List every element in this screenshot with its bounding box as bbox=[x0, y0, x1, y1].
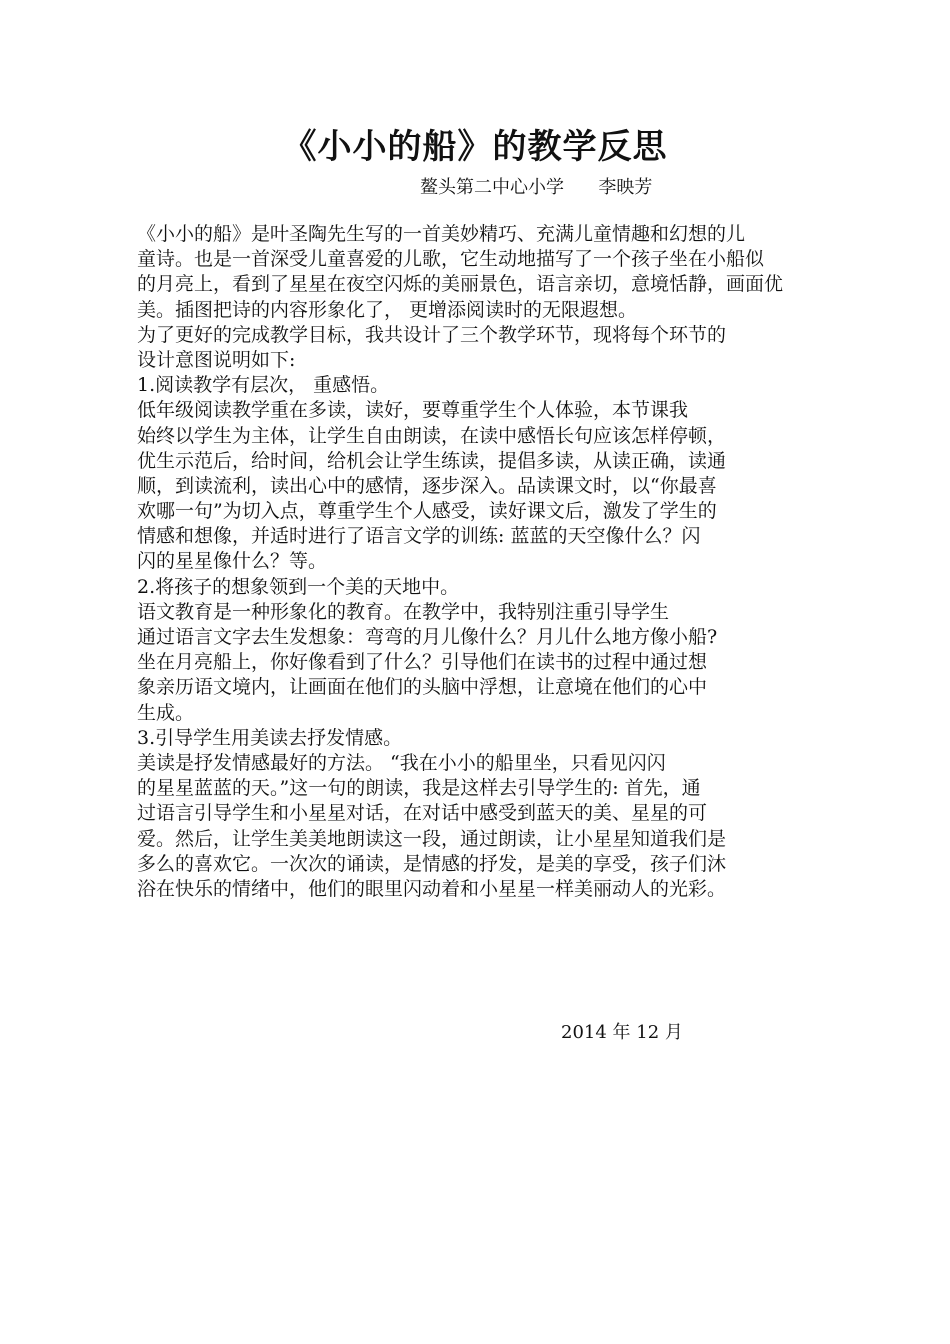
body-text-line: 坐在月亮船上，你好像看到了什么？引导他们在读书的过程中通过想 bbox=[137, 651, 708, 674]
body-text-line: 通过语言文字去生发想象：弯弯的月儿像什么？月儿什么地方像小船? bbox=[137, 626, 718, 648]
body-text-line: 1.阅读教学有层次， 重感悟。 bbox=[137, 374, 390, 397]
body-text-line: 《小小的船》是叶圣陶先生写的一首美妙精巧、充满儿童情趣和幻想的儿 bbox=[137, 223, 746, 245]
body-text-line: 生成。 bbox=[137, 701, 195, 724]
body-text-line: 2.将孩子的想象领到一个美的天地中。 bbox=[137, 575, 460, 598]
body-text-line: 爱。然后，让学生美美地朗读这一段，通过朗读，让小星星知道我们是 bbox=[137, 827, 727, 850]
body-text-line: 情感和想像，并适时进行了语言文学的训练: 蓝蓝的天空像什么？闪 bbox=[137, 525, 701, 548]
body-text-line: 童诗。也是一首深受儿童喜爱的儿歌，它生动地描写了一个孩子坐在小船似 bbox=[137, 248, 765, 271]
body-text-line: 浴在快乐的情绪中，他们的眼里闪动着和小星星一样美丽动人的光彩。 bbox=[137, 877, 727, 900]
body-text-line: 顺，到读流利，读出心中的感情，逐步深入。品读课文时，以“你最喜 bbox=[137, 474, 717, 497]
body-text-line: 设计意图说明如下: bbox=[137, 348, 296, 371]
body-text-line: 优生示范后，给时间，给机会让学生练读，提倡多读，从读正确，读通 bbox=[137, 449, 727, 472]
body-text-line: 为了更好的完成教学目标，我共设计了三个教学环节，现将每个环节的 bbox=[137, 323, 727, 346]
body-text-line: 多么的喜欢它。一次次的诵读，是情感的抒发，是美的享受，孩子们沐 bbox=[137, 852, 727, 875]
author-line: 鳌头第二中心小学 李映芳 bbox=[420, 177, 653, 198]
body-text-line: 语文教育是一种形象化的教育。在教学中，我特别注重引导学生 bbox=[137, 600, 670, 623]
body-text-line: 3.引导学生用美读去抒发情感。 bbox=[137, 726, 403, 749]
body-text-line: 闪的星星像什么？等。 bbox=[137, 550, 328, 573]
body-text-line: 美。插图把诗的内容形象化了， 更增添阅读时的无限遐想。 bbox=[137, 298, 638, 321]
body-text-line: 过语言引导学生和小星星对话，在对话中感受到蓝天的美、星星的可 bbox=[137, 802, 708, 825]
document-date: 2014 年 12 月 bbox=[561, 1022, 683, 1043]
body-text-line: 象亲历语文境内，让画面在他们的头脑中浮想，让意境在他们的心中 bbox=[137, 676, 708, 699]
body-text-line: 的月亮上，看到了星星在夜空闪烁的美丽景色，语言亲切，意境恬静，画面优 bbox=[137, 273, 784, 296]
body-text-line: 低年级阅读教学重在多读，读好，要尊重学生个人体验，本节课我 bbox=[137, 399, 689, 422]
document-body bbox=[137, 222, 859, 902]
body-text-line: 美读是抒发情感最好的方法。 “我在小小的船里坐，只看见闪闪 bbox=[137, 751, 666, 774]
body-text-line: 的星星蓝蓝的天。”这一句的朗读，我是这样去引导学生的: 首先，通 bbox=[137, 777, 701, 800]
body-text-line: 始终以学生为主体，让学生自由朗读，在读中感悟长句应该怎样停顿， bbox=[137, 424, 727, 447]
document-title: 《小小的船》的教学反思 bbox=[282, 127, 668, 167]
body-text-line: 欢哪一句”为切入点，尊重学生个人感受，读好课文后，激发了学生的 bbox=[137, 500, 717, 523]
